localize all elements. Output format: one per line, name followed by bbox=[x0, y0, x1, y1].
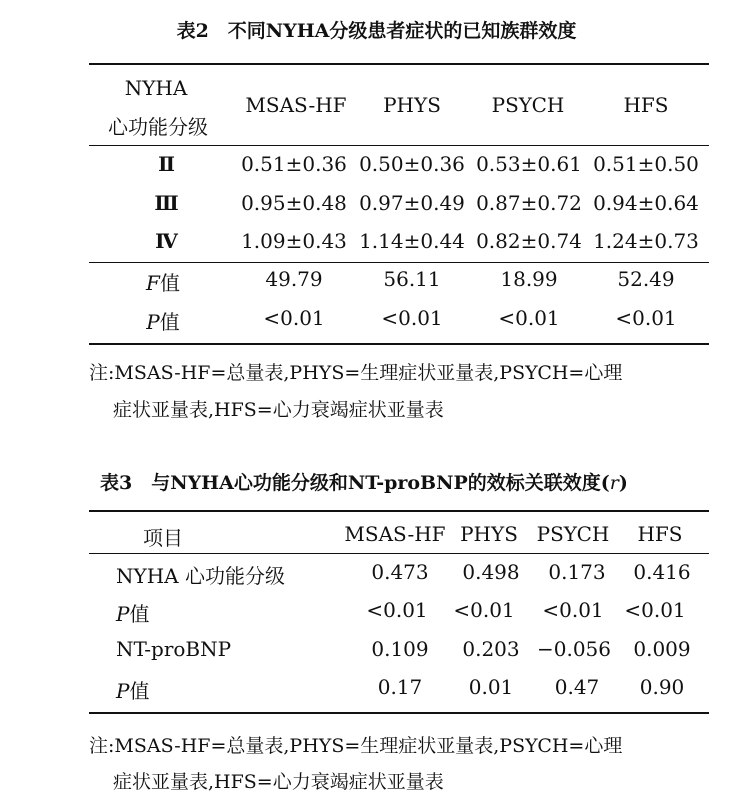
table2-header-nyha: NYHA bbox=[124, 76, 188, 100]
table3-header-rule bbox=[89, 553, 709, 554]
table3-cell: 0.009 bbox=[633, 637, 691, 661]
table2-cell: 0.50±0.36 bbox=[359, 152, 465, 176]
table2-row-grade: Ⅳ bbox=[155, 229, 177, 253]
table2-header-phys: PHYS bbox=[383, 93, 441, 117]
table3-note-line2: 症状亚量表,HFS=心力衰竭症状亚量表 bbox=[113, 771, 444, 793]
table3-cell: 0.173 bbox=[548, 560, 606, 584]
table3-title-end: ) bbox=[618, 472, 628, 494]
table3-cell: <0.01 bbox=[542, 598, 604, 622]
p-symbol: P bbox=[116, 679, 130, 703]
table2-cell: 1.14±0.44 bbox=[359, 229, 465, 253]
table3-header-item: 项目 bbox=[143, 526, 183, 550]
table3-cell: 0.01 bbox=[468, 675, 514, 699]
table2-cell: 0.53±0.61 bbox=[476, 152, 582, 176]
table2-note-line1: 注:MSAS-HF=总量表,PHYS=生理症状亚量表,PSYCH=心理 bbox=[89, 362, 623, 384]
table3-row-label bbox=[116, 598, 149, 627]
table3-cell: 0.109 bbox=[371, 637, 429, 661]
table3-cell: 0.17 bbox=[377, 675, 423, 699]
table2-p-value: <0.01 bbox=[381, 306, 443, 330]
table3-cell: 0.47 bbox=[554, 675, 600, 699]
table2-cell: 0.95±0.48 bbox=[241, 191, 347, 215]
table3-cell: 0.498 bbox=[462, 560, 520, 584]
table3-cell: <0.01 bbox=[624, 598, 686, 622]
table2-p-value: <0.01 bbox=[498, 306, 560, 330]
table2-cell: 0.87±0.72 bbox=[476, 191, 582, 215]
table3-title bbox=[100, 468, 628, 495]
table2-header-grade: 心功能分级 bbox=[108, 115, 208, 139]
table2-row-grade: Ⅲ bbox=[154, 191, 178, 215]
table3-header-msas: MSAS-HF bbox=[344, 522, 446, 546]
table2-top-rule bbox=[89, 63, 709, 65]
table3-cell: −0.056 bbox=[536, 637, 612, 661]
p-suffix: 值 bbox=[129, 679, 150, 703]
table3-row-label bbox=[116, 675, 149, 704]
table2-p-label bbox=[146, 306, 179, 335]
table3-cell: 0.90 bbox=[639, 675, 685, 699]
table2-cell: 0.97±0.49 bbox=[359, 191, 465, 215]
table2-stat-rule bbox=[89, 262, 709, 263]
table3-row-label: NT-proBNP bbox=[116, 637, 232, 661]
table3-title-symbol: r bbox=[609, 472, 619, 494]
table2-header-msas: MSAS-HF bbox=[245, 93, 347, 117]
table3-header-phys: PHYS bbox=[460, 522, 518, 546]
table2-f-value: 18.99 bbox=[500, 267, 558, 291]
table2-p-value: <0.01 bbox=[615, 306, 677, 330]
table2-row-grade: Ⅱ bbox=[158, 152, 174, 176]
table3-row-label: NYHA 心功能分级 bbox=[116, 564, 285, 588]
table2-f-value: 49.79 bbox=[265, 267, 323, 291]
table2-cell: 0.51±0.36 bbox=[241, 152, 347, 176]
table2-header-rule bbox=[89, 145, 709, 146]
table2-cell: 1.24±0.73 bbox=[593, 229, 699, 253]
table3-top-rule bbox=[89, 510, 709, 512]
table2-cell: 0.94±0.64 bbox=[593, 191, 699, 215]
table2-header-psych: PSYCH bbox=[491, 93, 565, 117]
table3-bottom-rule bbox=[89, 712, 709, 714]
table3-title-main: 表3 与NYHA心功能分级和NT-proBNP的效标关联效度( bbox=[100, 472, 610, 494]
table2-cell: 0.82±0.74 bbox=[476, 229, 582, 253]
table2-cell: 1.09±0.43 bbox=[241, 229, 347, 253]
table3-note-line1: 注:MSAS-HF=总量表,PHYS=生理症状亚量表,PSYCH=心理 bbox=[89, 735, 623, 757]
table2-title: 表2 不同NYHA分级患者症状的已知族群效度 bbox=[176, 20, 577, 42]
table2-bottom-rule bbox=[89, 343, 709, 345]
p-suffix: 值 bbox=[129, 602, 150, 626]
table3-cell: 0.416 bbox=[633, 560, 691, 584]
f-symbol: F bbox=[146, 271, 160, 295]
table2-f-value: 52.49 bbox=[617, 267, 675, 291]
table2-cell: 0.51±0.50 bbox=[593, 152, 699, 176]
table3-header-hfs: HFS bbox=[637, 522, 683, 546]
table3-cell: <0.01 bbox=[366, 598, 428, 622]
p-symbol: P bbox=[116, 602, 130, 626]
table2-header-hfs: HFS bbox=[623, 93, 669, 117]
table2-p-value: <0.01 bbox=[263, 306, 325, 330]
p-symbol: P bbox=[146, 310, 160, 334]
p-suffix: 值 bbox=[159, 310, 180, 334]
table2-f-label bbox=[146, 267, 180, 296]
table3-header-psych: PSYCH bbox=[536, 522, 610, 546]
table2-f-value: 56.11 bbox=[383, 267, 441, 291]
table2-note-line2: 症状亚量表,HFS=心力衰竭症状亚量表 bbox=[113, 399, 444, 421]
f-suffix: 值 bbox=[159, 271, 180, 295]
table3-cell: 0.203 bbox=[462, 637, 520, 661]
table3-cell: 0.473 bbox=[371, 560, 429, 584]
table3-cell: <0.01 bbox=[453, 598, 515, 622]
